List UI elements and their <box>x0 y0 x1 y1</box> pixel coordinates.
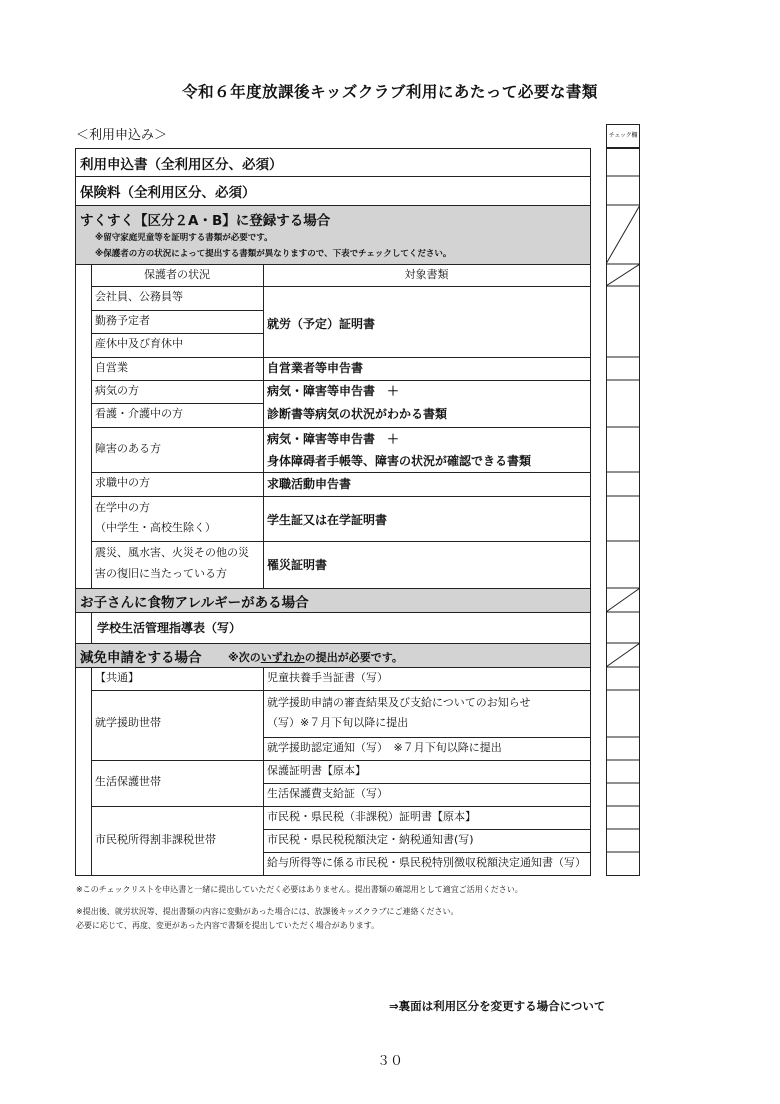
doc-employment-cert: 就労（予定）証明書 <box>267 317 376 331</box>
status-illness: 病気の方 <box>95 384 139 397</box>
page-title: 令和６年度放課後キッズクラブ利用にあたって必要な書類 <box>182 83 598 101</box>
group-seikatsu: 生活保護世帯 <box>95 775 161 788</box>
doc-disability-declaration: 病気・障害等申告書 ＋ <box>267 432 400 446</box>
doc-self-employed: 自営業者等申告書 <box>267 361 364 375</box>
status-student: 在学中の方 <box>95 501 150 514</box>
shiminzei-doc-2: 市民税・県民税税額決定・納税通知書(写) <box>267 833 474 846</box>
doc-student-cert: 学生証又は在学証明書 <box>267 513 388 527</box>
status-planned-worker: 勤務予定者 <box>95 314 150 327</box>
shiminzei-doc-1: 市民税・県民税（非課税）証明書【原本】 <box>267 810 476 823</box>
allergy-header: お子さんに食物アレルギーがある場合 <box>80 595 309 611</box>
sukusuku-note-2: ※保護者の方の状況によって提出する書類が異なりますので、下表でチェックしてください。 <box>95 249 452 259</box>
reduction-header: 減免申請をする場合 <box>80 650 202 666</box>
shugaku-doc-1a: 就学援助申請の審査結果及び支給についてのお知らせ <box>267 696 531 709</box>
doc-medical-certificate: 診断書等病気の状況がわかる書類 <box>267 407 448 421</box>
status-office-worker: 会社員、公務員等 <box>95 290 183 303</box>
page-number: ３０ <box>376 1054 403 1069</box>
row-insurance: 保険料（全利用区分、必須） <box>80 185 256 201</box>
footnote-3: 必要に応じて、再度、変更があった内容で書類を提出していただく場合があります。 <box>76 921 380 930</box>
status-disaster-2: 害の復旧に当たっている方 <box>95 567 227 580</box>
col-header-docs: 対象書類 <box>404 268 449 281</box>
common-doc: 児童扶養手当証書（写） <box>267 671 388 684</box>
status-disaster-1: 震災、風水害、火災その他の災 <box>95 546 249 559</box>
reduction-note: ※次のいずれかの提出が必要です。 <box>228 651 403 664</box>
check-column-grid <box>606 148 640 876</box>
check-column-header: チェック欄 <box>606 124 640 148</box>
shugaku-doc-2: 就学援助認定通知（写） ※７月下旬以降に提出 <box>267 741 502 754</box>
seikatsu-doc-1: 保護証明書【原本】 <box>267 764 366 777</box>
doc-disability-handbook: 身体障碍者手帳等、障害の状況が確認できる書類 <box>267 454 532 468</box>
sukusuku-header: すくすく【区分２A・B】に登録する場合 <box>80 213 331 229</box>
footnote-2: ※提出後、就労状況等、提出書類の内容に変動があった場合には、放課後キッズクラブにご連絡ください。 <box>76 907 459 916</box>
row-application: 利用申込書（全利用区分、必須） <box>80 157 283 173</box>
allergy-doc: 学校生活管理指導表（写） <box>97 621 242 635</box>
shugaku-doc-1b: （写）※７月下旬以降に提出 <box>267 716 409 729</box>
status-job-seeking: 求職中の方 <box>95 476 150 489</box>
group-shiminzei: 市民税所得割非課税世帯 <box>95 833 216 846</box>
status-caregiving: 看護・介護中の方 <box>95 407 183 420</box>
sukusuku-note-1: ※留守家庭児童等を証明する書類が必要です。 <box>95 233 273 243</box>
status-disability: 障害のある方 <box>95 442 161 455</box>
section-label-apply: ＜利用申込み＞ <box>76 128 168 143</box>
status-parental-leave: 産休中及び育休中 <box>95 337 183 350</box>
doc-disaster-cert: 罹災証明書 <box>267 558 328 572</box>
status-self-employed: 自営業 <box>95 361 128 374</box>
doc-illness-declaration: 病気・障害等申告書 ＋ <box>267 384 400 398</box>
shiminzei-doc-3: 給与所得等に係る市民税・県民税特別徴収税額決定通知書（写） <box>267 856 586 869</box>
col-header-status: 保護者の状況 <box>144 268 210 281</box>
doc-job-seeking: 求職活動申告書 <box>267 477 352 491</box>
footnote-1: ※このチェックリストを申込書と一緒に提出していただく必要はありません。提出書類の確認用として適宜ご活用ください。 <box>76 885 523 894</box>
seikatsu-doc-2: 生活保護費支給証（写） <box>267 787 388 800</box>
group-shugaku: 就学援助世帯 <box>95 716 161 729</box>
back-page-note: ⇒裏面は利用区分を変更する場合について <box>389 999 606 1013</box>
status-student-note: （中学生・高校生除く） <box>95 521 216 534</box>
common-label: 【共通】 <box>95 671 139 684</box>
